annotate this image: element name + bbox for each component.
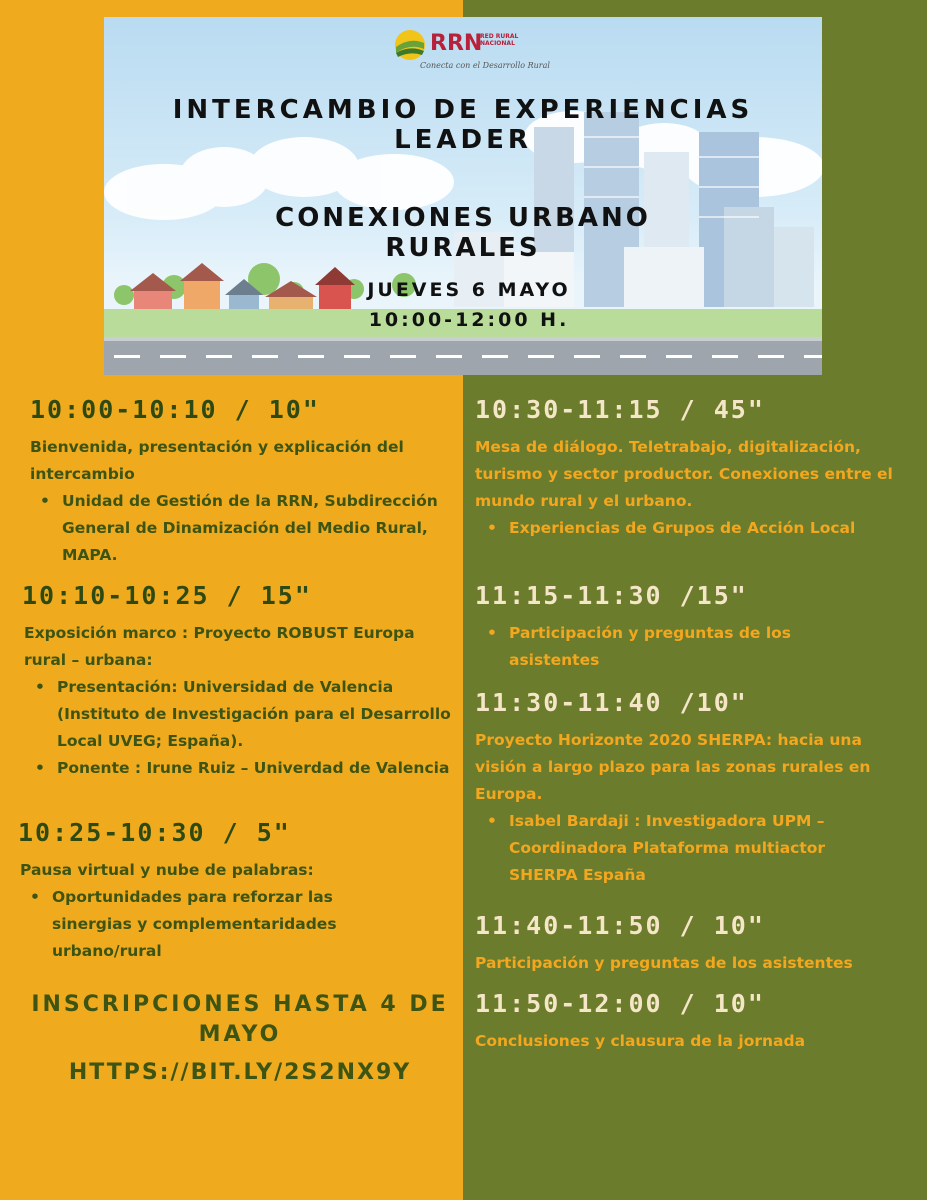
agenda-description: Exposición marco : Proyecto ROBUST Europa rural – urbana:	[24, 624, 415, 669]
agenda-block-1010	[22, 581, 452, 782]
event-title-line2: LEADER	[394, 125, 532, 155]
agenda-time: 10:00-10:10 / 10"	[30, 395, 320, 424]
logo-tagline: Conecta con el Desarrollo Rural	[420, 61, 550, 70]
agenda-bullet: • Oportunidades para reforzar las sinergias y complementaridades urbano/rural	[30, 888, 337, 960]
agenda-time: 10:10-10:25 / 15"	[22, 581, 312, 610]
agenda-description: Pausa virtual y nube de palabras:	[20, 861, 314, 879]
agenda-time: 11:50-12:00 / 10"	[475, 989, 765, 1018]
agenda-time: 11:15-11:30 /15"	[475, 581, 748, 610]
agenda-time: 11:40-11:50 / 10"	[475, 911, 765, 940]
agenda-description: Bienvenida, presentación y explicación del intercambio	[30, 438, 404, 483]
agenda-bullet: • Isabel Bardaji : Investigadora UPM – Coordinadora Plataforma multiactor SHERPA España	[487, 812, 826, 884]
agenda-time: 11:30-11:40 /10"	[475, 688, 748, 717]
rrn-logo-icon	[394, 29, 426, 61]
agenda-block-1025	[18, 818, 448, 965]
agenda-time: 10:25-10:30 / 5"	[18, 818, 291, 847]
agenda-block-1000	[30, 395, 458, 569]
agenda-description: Mesa de diálogo. Teletrabajo, digitalización, turismo y sector productor. Conexiones entre el mundo rural y el urbano.	[475, 438, 893, 510]
agenda-bullet: • Experiencias de Grupos de Acción Local	[487, 519, 856, 537]
event-title-line1: INTERCAMBIO DE EXPERIENCIAS	[172, 95, 754, 125]
event-date: JUEVES 6 MAYO	[367, 279, 571, 301]
logo-subtitle: RED RURAL NACIONAL	[480, 33, 519, 47]
logo-name: RRN	[430, 31, 483, 56]
registration-link[interactable]: HTTPS://BIT.LY/2S2NX9Y	[68, 1060, 412, 1085]
agenda-description: Proyecto Horizonte 2020 SHERPA: hacia una visión a largo plazo para las zonas rurales en Europa.	[475, 731, 871, 803]
header-banner	[104, 17, 822, 375]
event-subtitle	[104, 203, 822, 263]
event-subtitle-line1: CONEXIONES URBANO	[275, 203, 651, 233]
agenda-description: Conclusiones y clausura de la jornada	[475, 1032, 806, 1050]
event-title	[104, 95, 822, 155]
event-hours: 10:00-12:00 H.	[368, 309, 570, 331]
agenda-description: Participación y preguntas de los asistentes	[475, 954, 853, 972]
rrn-logo	[394, 27, 550, 83]
agenda-block-1030	[475, 395, 915, 542]
agenda-bullet: • Ponente : Irune Ruiz – Univerdad de Valencia	[35, 759, 450, 777]
agenda-bullet: • Unidad de Gestión de la RRN, Subdirección General de Dinamización del Medio Rural, MAPA.	[40, 492, 438, 564]
agenda-time: 10:30-11:15 / 45"	[475, 395, 765, 424]
registration-deadline: INSCRIPCIONES HASTA 4 DE MAYO	[31, 992, 449, 1047]
agenda-bullet: • Presentación: Universidad de Valencia (Instituto de Investigación para el Desarrollo Local UVEG; España).	[35, 678, 451, 750]
agenda-bullet: • Participación y preguntas de los asistentes	[487, 624, 792, 669]
agenda-block-1150	[475, 989, 915, 1055]
agenda-block-1140	[475, 911, 915, 977]
agenda-block-1115	[475, 581, 915, 674]
agenda-block-1130	[475, 688, 915, 889]
event-subtitle-line2: RURALES	[385, 233, 541, 263]
